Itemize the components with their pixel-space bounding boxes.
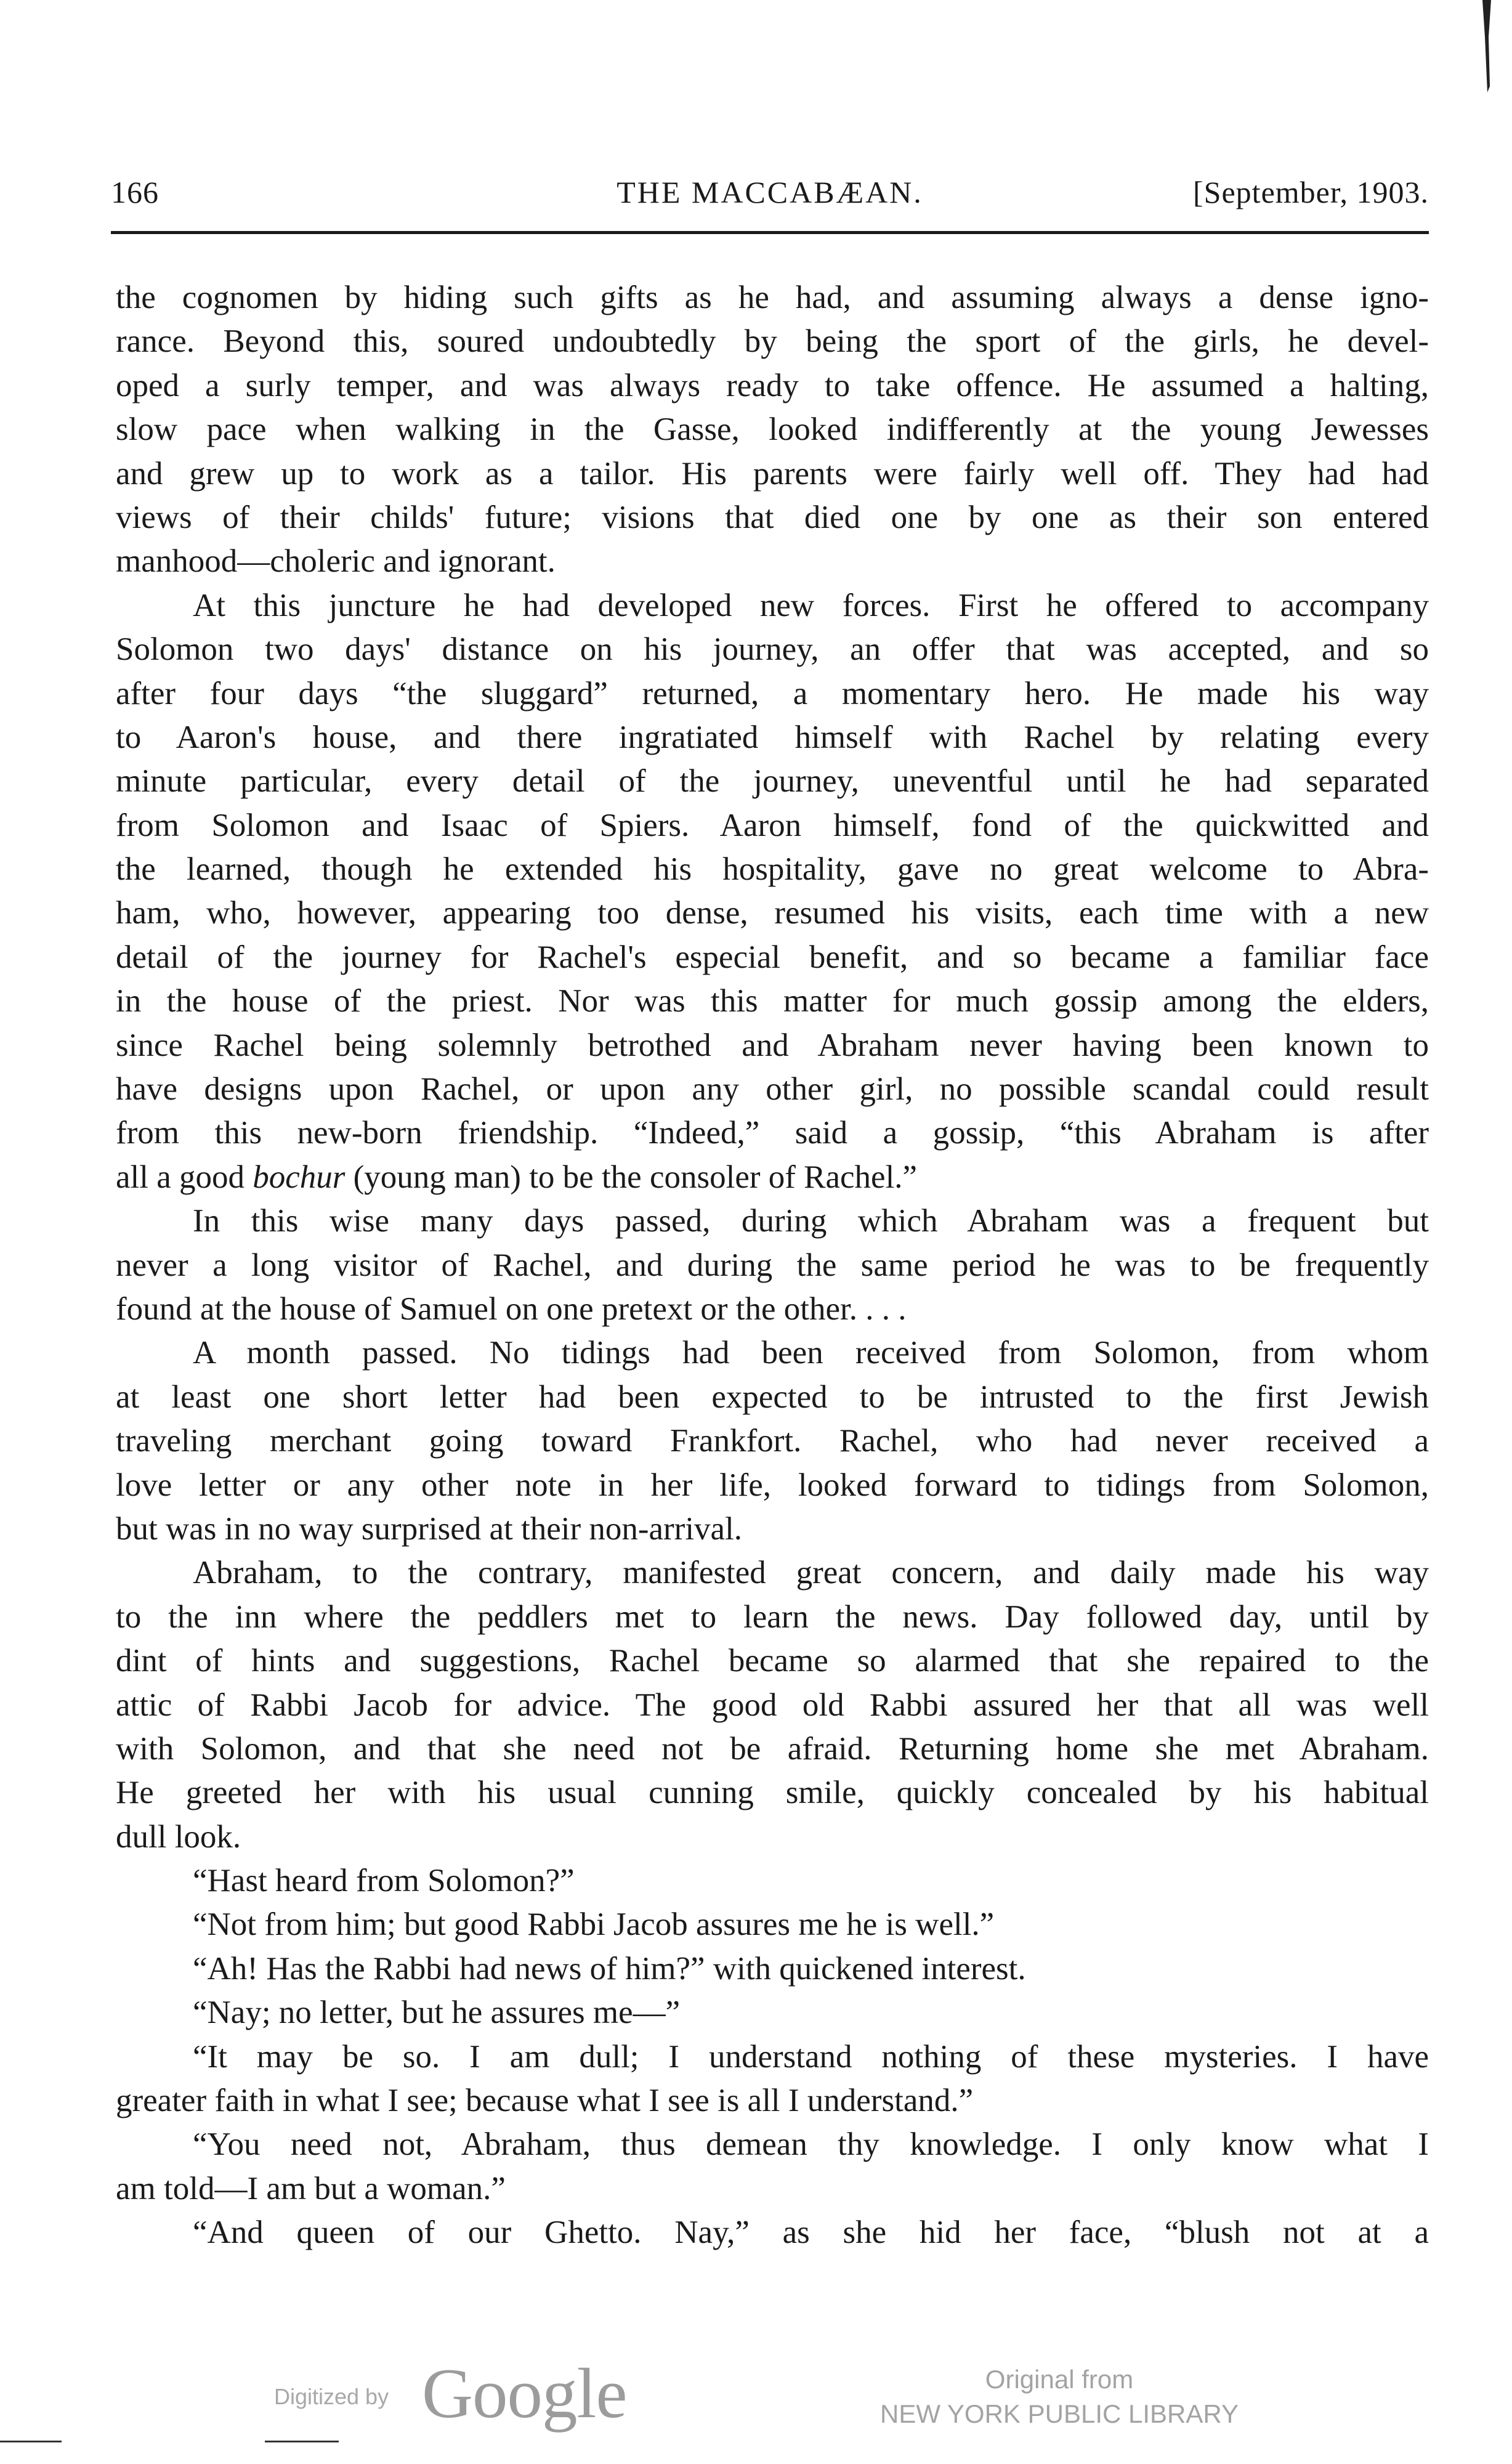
- text-line: attic of Rabbi Jacob for advice. The good old Rabbi assured her that all was well: [116, 1687, 1429, 1723]
- journal-title: THE MACCABÆAN.: [617, 175, 923, 209]
- text-line: at least one short letter had been expected to be intrusted to the first Jewish: [116, 1379, 1429, 1415]
- text-line: Solomon two days' distance on his journey, an offer that was accepted, and so: [116, 631, 1429, 668]
- text-line: slow pace when walking in the Gasse, looked indifferently at the young Jewesses: [116, 411, 1429, 448]
- text-line: never a long visitor of Rachel, and during the same period he was to be frequently: [116, 1247, 1429, 1283]
- text-line: dull look.: [116, 1818, 241, 1855]
- text-line: the learned, though he extended his hospitality, gave no great welcome to Abra-: [116, 851, 1429, 888]
- dialogue-line: “Hast heard from Solomon?”: [193, 1863, 575, 1899]
- digitization-footer: [0, 2353, 1512, 2452]
- text-line: rance. Beyond this, soured undoubtedly by being the sport of the girls, he devel-: [116, 323, 1429, 360]
- library-name: NEW YORK PUBLIC LIBRARY: [880, 2399, 1239, 2428]
- text-line: since Rachel being solemnly betrothed and Abraham never having been known to: [116, 1027, 1429, 1063]
- google-logo: Google: [422, 2354, 627, 2433]
- text-line: traveling merchant going toward Frankfort. Rachel, who had never received a: [116, 1423, 1429, 1459]
- digitized-by-label: Digitized by: [274, 2384, 389, 2409]
- paragraph-start: A month passed. No tidings had been received from Solomon, from whom: [193, 1335, 1429, 1371]
- dialogue-line: “Not from him; but good Rabbi Jacob assures me he is well.”: [193, 1907, 995, 1943]
- dialogue-line: “Nay; no letter, but he assures me—”: [193, 1995, 681, 2031]
- text-line: and grew up to work as a tailor. His parents were fairly well off. They had had: [116, 455, 1429, 492]
- text-line: in the house of the priest. Nor was this matter for much gossip among the elders,: [116, 983, 1429, 1019]
- scan-edge-line: [0, 2441, 62, 2442]
- text-line: minute particular, every detail of the journey, uneventful until he had separated: [116, 763, 1429, 800]
- text-line: with Solomon, and that she need not be afraid. Returning home she met Abraham.: [116, 1730, 1429, 1767]
- text-line: detail of the journey for Rachel's especial benefit, and so became a familiar face: [116, 939, 1429, 975]
- text-line: the cognomen by hiding such gifts as he had, and assuming always a dense igno-: [116, 280, 1429, 315]
- text-line: but was in no way surprised at their non-arrival.: [116, 1510, 743, 1547]
- body-text: [116, 276, 1429, 2255]
- text-line: have designs upon Rachel, or upon any other girl, no possible scandal could result: [116, 1071, 1429, 1108]
- dialogue-line: “You need not, Abraham, thus demean thy knowledge. I only know what I: [193, 2126, 1429, 2163]
- text-line: to the inn where the peddlers met to learn the news. Day followed day, until by: [116, 1599, 1429, 1635]
- text-line: dint of hints and suggestions, Rachel became so alarmed that she repaired to the: [116, 1643, 1429, 1679]
- text-line: greater faith in what I see; because what I see is all I understand.”: [116, 2083, 974, 2119]
- text-line: am told—I am but a woman.”: [116, 2170, 506, 2207]
- paragraph-start: Abraham, to the contrary, manifested great concern, and daily made his way: [193, 1555, 1429, 1591]
- text-line: after four days “the sluggard” returned, a momentary hero. He made his way: [116, 675, 1429, 711]
- text-line: love letter or any other note in her life, looked forward to tidings from Solomon,: [116, 1467, 1429, 1503]
- original-from-label: Original from: [985, 2365, 1134, 2394]
- text-line: from Solomon and Isaac of Spiers. Aaron himself, fond of the quickwitted and: [116, 807, 1429, 843]
- header-rule: [111, 231, 1429, 234]
- scan-edge-line: [265, 2441, 339, 2442]
- paragraph-start: In this wise many days passed, during which Abraham was a frequent but: [193, 1203, 1429, 1239]
- text-line: views of their childs' future; visions that died one by one as their son entered: [116, 499, 1429, 535]
- text-line: to Aaron's house, and there ingratiated himself with Rachel by relating every: [116, 719, 1429, 755]
- text-line: manhood—choleric and ignorant.: [116, 543, 556, 580]
- dialogue-line: “Ah! Has the Rabbi had news of him?” with quickened interest.: [193, 1950, 1026, 1987]
- text-line: He greeted her with his usual cunning smile, quickly concealed by his habitual: [116, 1775, 1429, 1811]
- text-line: found at the house of Samuel on one pretext or the other. . . .: [116, 1291, 907, 1327]
- dialogue-line: “It may be so. I am dull; I understand nothing of these mysteries. I have: [193, 2038, 1429, 2075]
- issue-date: [September, 1903.: [1193, 175, 1429, 209]
- scan-edge-mark: [1480, 0, 1494, 160]
- italic-term: bochur: [253, 1159, 346, 1195]
- running-header: [111, 174, 1429, 224]
- paragraph-start: At this juncture he had developed new forces. First he offered to accompany: [193, 587, 1429, 623]
- library-attribution: [875, 2362, 1244, 2431]
- text-line: from this new-born friendship. “Indeed,” said a gossip, “this Abraham is after: [116, 1115, 1429, 1151]
- text-line: all a good bochur (young man) to be the consoler of Rachel.”: [116, 1159, 918, 1195]
- page-number: 166: [111, 175, 159, 209]
- text-line: ham, who, however, appearing too dense, resumed his visits, each time with a new: [116, 895, 1429, 931]
- text-line: oped a surly temper, and was always ready to take offence. He assumed a halting,: [116, 367, 1429, 403]
- dialogue-line: “And queen of our Ghetto. Nay,” as she hid her face, “blush not at a: [193, 2215, 1429, 2251]
